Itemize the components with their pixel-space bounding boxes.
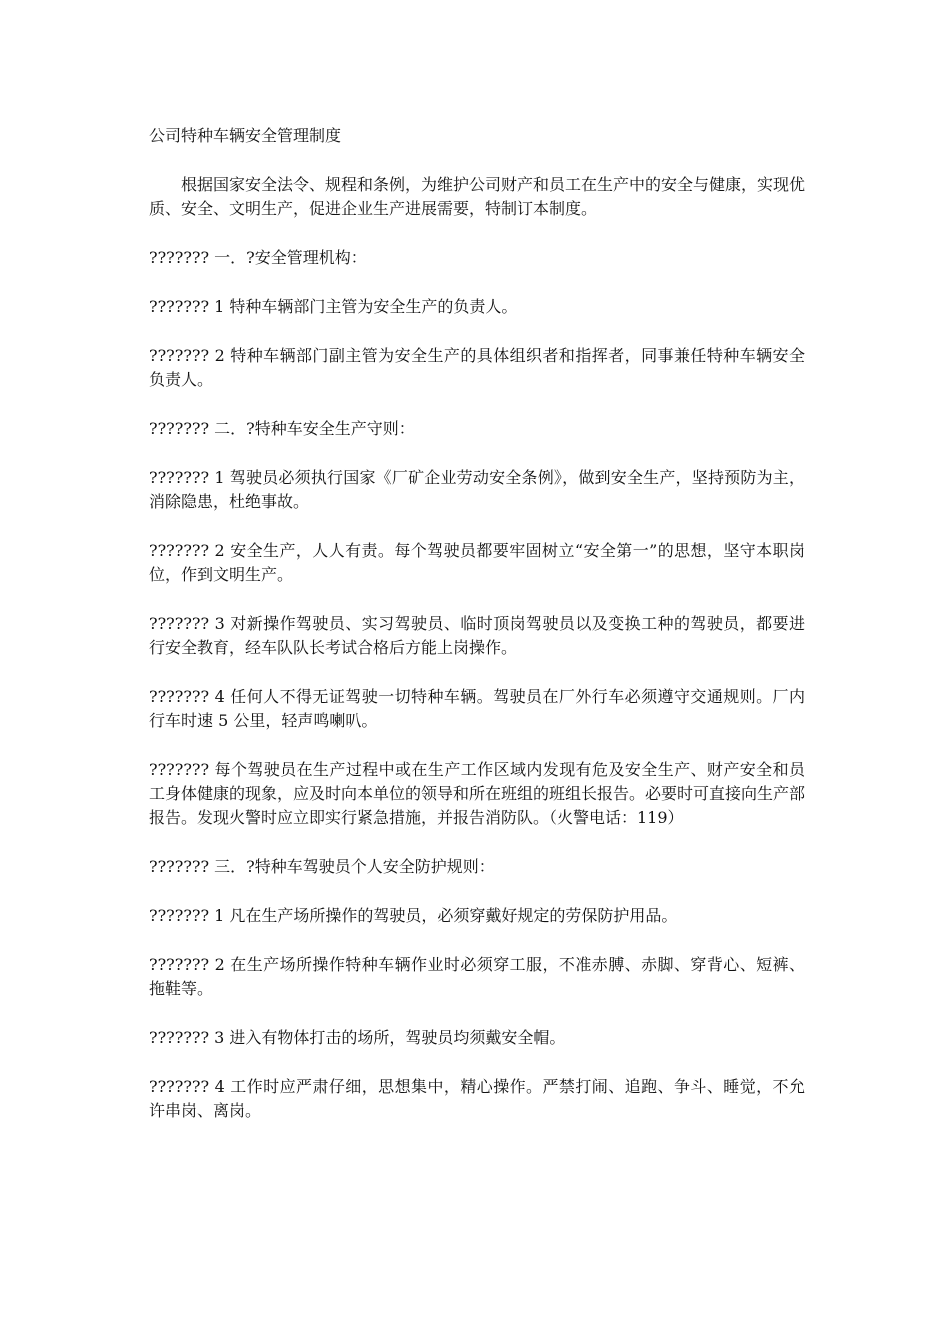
section-heading-3: ??????? 三．?特种车驾驶员个人安全防护规则：	[149, 857, 495, 876]
paragraph: ??????? 3 进入有物体打击的场所，驾驶员均须戴安全帽。	[149, 1028, 566, 1047]
paragraph: ??????? 4 工作时应严肃仔细，思想集中，精心操作。严禁打闹、追跑、争斗、睡觉，不允许串岗、离岗。	[149, 1077, 805, 1120]
section-heading-2: ??????? 二．?特种车安全生产守则：	[149, 419, 415, 438]
document-title: 公司特种车辆安全管理制度	[149, 126, 342, 145]
section-heading-1: ??????? 一．?安全管理机构：	[149, 248, 367, 267]
paragraph: ??????? 3 对新操作驾驶员、实习驾驶员、临时顶岗驾驶员以及变换工种的驾驶员，都要进行安全教育，经车队队长考试合格后方能上岗操作。	[149, 614, 805, 657]
paragraph: ??????? 1 特种车辆部门主管为安全生产的负责人。	[149, 297, 518, 316]
paragraph: ??????? 4 任何人不得无证驾驶一切特种车辆。驾驶员在厂外行车必须遵守交通规则。厂内行车时速 5 公里，轻声鸣喇叭。	[149, 687, 805, 730]
paragraph: ??????? 1 驾驶员必须执行国家《厂矿企业劳动安全条例》，做到安全生产，坚持预防为主，消除隐患，杜绝事故。	[149, 468, 805, 511]
paragraph: ??????? 每个驾驶员在生产过程中或在生产工作区域内发现有危及安全生产、财产安全和员工身体健康的现象，应及时向本单位的领导和所在班组的班组长报告。必要时可直接向生产部报告。发现火警时应立即实行紧急措施，并报告消防队。（火警电话：119）	[149, 760, 806, 827]
intro-paragraph: 根据国家安全法令、规程和条例，为维护公司财产和员工在生产中的安全与健康，实现优质、安全、文明生产，促进企业生产进展需要，特制订本制度。	[149, 175, 806, 218]
paragraph: ??????? 2 在生产场所操作特种车辆作业时必须穿工服，不准赤膊、赤脚、穿背心、短裤、拖鞋等。	[149, 955, 805, 998]
paragraph: ??????? 2 安全生产，人人有责。每个驾驶员都要牢固树立“安全第一”的思想，坚守本职岗位，作到文明生产。	[149, 541, 805, 584]
paragraph: ??????? 1 凡在生产场所操作的驾驶员，必须穿戴好规定的劳保防护用品。	[149, 906, 678, 925]
document-page	[149, 124, 805, 1148]
paragraph: ??????? 2 特种车辆部门副主管为安全生产的具体组织者和指挥者，同事兼任特种车辆安全负责人。	[149, 346, 805, 389]
